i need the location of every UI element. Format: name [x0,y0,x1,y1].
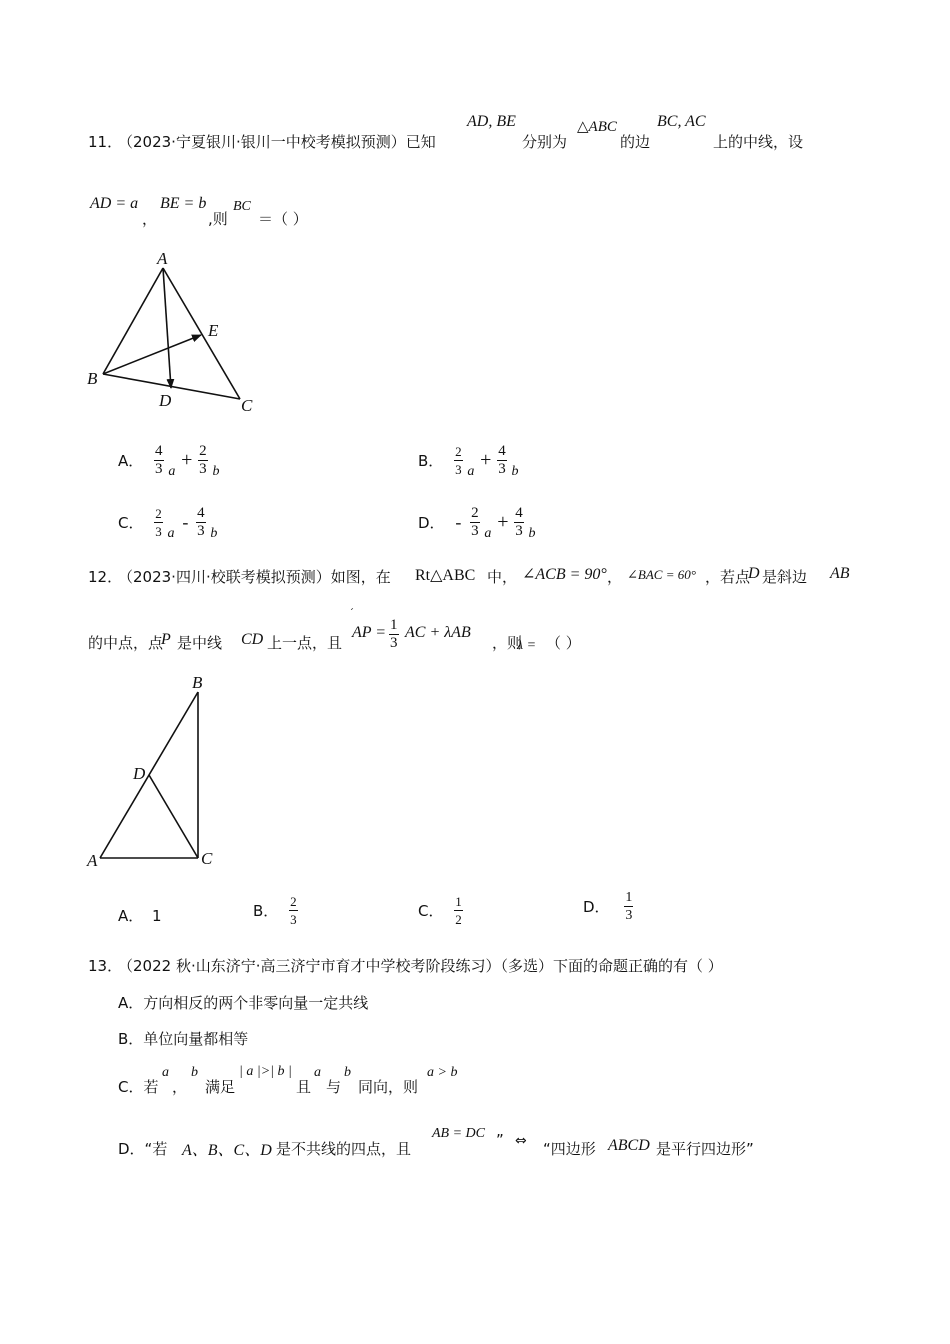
q13-d-label: D．“若 [118,1140,168,1158]
q11-option-c-frac1: $\frac{2}{3}$ [155,506,162,539]
q13-d-abcd: ABCD [608,1137,650,1154]
q12-triangle-figure [80,670,230,875]
q11-text-eq: ＝（ ） [258,210,308,228]
q12-expr-rt: Rt△ABC [415,567,476,584]
q11-expr-adbe: AD, BE [467,113,516,130]
q13-c-comma: ， [172,1078,188,1096]
q11-option-c-frac2: $\frac{4}{3}$ [197,505,205,539]
q11-expr-triangle: △ABC [577,119,617,135]
q11-expr-ad: AD = a [90,195,139,212]
q12-median-cd [149,775,198,858]
q11-option-a-label: A． [118,452,144,470]
q12-option-b-frac: $\frac{2}{3}$ [290,894,297,927]
q11-option-a[interactable]: A． $\frac{4}{3}$ a + $\frac{2}{3}$ b [118,443,220,479]
q11-option-c[interactable]: C． $\frac{2}{3}$ a - $\frac{4}{3}$ b [118,505,218,541]
q12-option-c-label: C． [418,902,444,920]
q12-text-paren: （ ） [546,634,581,652]
q13-c-yu: 与 [326,1078,342,1096]
q11-label-a: A [157,249,168,268]
q12-label-d: D [133,764,146,783]
q13-option-a[interactable]: A．方向相反的两个非零向量一定共线 [118,994,369,1012]
q12-option-c-frac: $\frac{1}{2}$ [455,894,462,927]
q11-label-b: B [87,369,98,388]
q12-option-a-label: A． [118,907,144,925]
q12-vector-tick: ˊ [349,608,354,619]
q11-option-d-label: D． [418,514,445,532]
q13-d-closequote: ” [496,1131,504,1149]
q13-c-tongxiang: 同向，则 [358,1078,419,1096]
q12-var-ab: AB [830,565,850,582]
q13-c-var-a2: a [314,1065,321,1080]
q12-text-ruodian: ，若点 [705,568,751,586]
q12-expr-frac: $\frac{1}{3}$ [390,617,398,651]
q12-comma1: ， [607,568,623,586]
q12-label-b: B [192,673,203,692]
q12-option-c[interactable] [418,893,463,928]
q12-text-shixie: 是斜边 [762,568,808,586]
q12-label-c: C [201,849,213,868]
q11-comma: ， [142,210,158,228]
q11-label-c: C [241,396,253,415]
q13-d-points: A、B、C、D [182,1142,272,1159]
q11-triangle-figure [80,245,270,420]
q12-option-d-frac: $\frac{1}{3}$ [625,890,633,923]
q12-expr-acb: ∠ACB = 90° [522,566,607,583]
q12-var-d: D [748,565,760,582]
q12-number: 12． [88,568,123,586]
q13-number: 13． [88,957,123,975]
q11-option-b-label: B． [418,452,444,470]
q13-c-var-b: b [191,1065,198,1080]
q12-option-d[interactable] [583,889,633,924]
q12-option-d-label: D． [583,898,610,916]
q11-option-a-frac1: $\frac{4}{3}$ [155,443,163,477]
q11-expr-bc: BC [233,199,251,214]
q13-c-qie: 且 [296,1078,312,1096]
q12-option-b[interactable] [253,893,298,928]
q11-option-b-frac2: $\frac{4}{3}$ [498,443,506,477]
q12-var-p: P [161,631,171,648]
q13-c-result: a > b [427,1065,458,1080]
q11-vector-be [103,335,201,374]
q12-text-line2b: 是中线 [177,634,223,652]
q11-side-ac [163,268,240,399]
q11-label-e: E [208,321,219,340]
q11-option-b[interactable]: B． $\frac{2}{3}$ a + $\frac{4}{3}$ b [418,443,519,479]
q12-option-a[interactable] [118,905,162,926]
q11-option-b-frac1: $\frac{2}{3}$ [455,444,462,477]
q11-text-debian: 的边 [620,133,651,151]
q11-side-ab [103,268,163,374]
q12-source: （2023·四川·校联考模拟预测）如图，在 [118,568,391,586]
q11-number: 11． [88,133,123,151]
q13-c-label: C．若 [118,1078,159,1096]
q13-c-var-b2: b [344,1065,351,1080]
q13-c-condition: | a |>| b | [239,1064,292,1079]
q13-d-tail: 是平行四边形” [656,1140,754,1158]
q11-expr-bcac: BC, AC [657,113,706,130]
q11-text-fenbie: 分别为 [522,133,568,151]
q13-c-manzu: 满足 [205,1078,236,1096]
q12-expr-ap-left: AP = [352,624,387,641]
q11-option-d-frac1: $\frac{2}{3}$ [471,505,479,539]
q13-c-var-a: a [162,1065,169,1080]
q12-var-cd: CD [241,631,264,648]
q11-source: （2023·宁夏银川·银川一中校考模拟预测）已知 [118,133,436,151]
q13-d-mid: 是不共线的四点，且 [276,1140,412,1158]
q12-expr-bac: ∠BAC = 60° [627,567,696,582]
q11-option-d-frac2: $\frac{4}{3}$ [515,505,523,539]
q12-expr-lambda: λ = [517,638,537,653]
q12-option-a-value: 1 [152,907,162,925]
q11-label-d: D [159,391,172,410]
q12-option-b-label: B． [253,902,279,920]
q12-text-zhong: 中， [487,568,518,586]
q12-text-line2c: 上一点，且 [267,634,343,652]
q12-expr-ap-right: AC + λAB [405,624,471,641]
q11-option-a-frac2: $\frac{2}{3}$ [199,443,207,477]
q11-text-zhongxian: 上的中线，设 [713,133,804,151]
q11-vector-ad [163,268,171,388]
q12-text-ze: ，则 [492,634,523,652]
q13-d-iff: ⇔ [515,1133,527,1149]
q11-expr-be: BE = b [160,195,207,212]
q13-option-b[interactable]: B．单位向量都相等 [118,1030,249,1048]
q11-option-d[interactable]: D． - $\frac{2}{3}$ a + $\frac{4}{3}$ b [418,505,536,541]
q11-option-c-label: C． [118,514,144,532]
q11-text-ze: ,则 [208,210,228,228]
q13-text: （2022 秋·山东济宁·高三济宁市育才中学校考阶段练习）（多选）下面的命题正确的有（ ） [118,957,723,975]
q13-d-equation: AB = DC [432,1126,485,1141]
q12-text-line2a: 的中点，点 [88,634,164,652]
q13-d-end: “四边形 [543,1140,596,1158]
q12-label-a: A [87,851,98,870]
